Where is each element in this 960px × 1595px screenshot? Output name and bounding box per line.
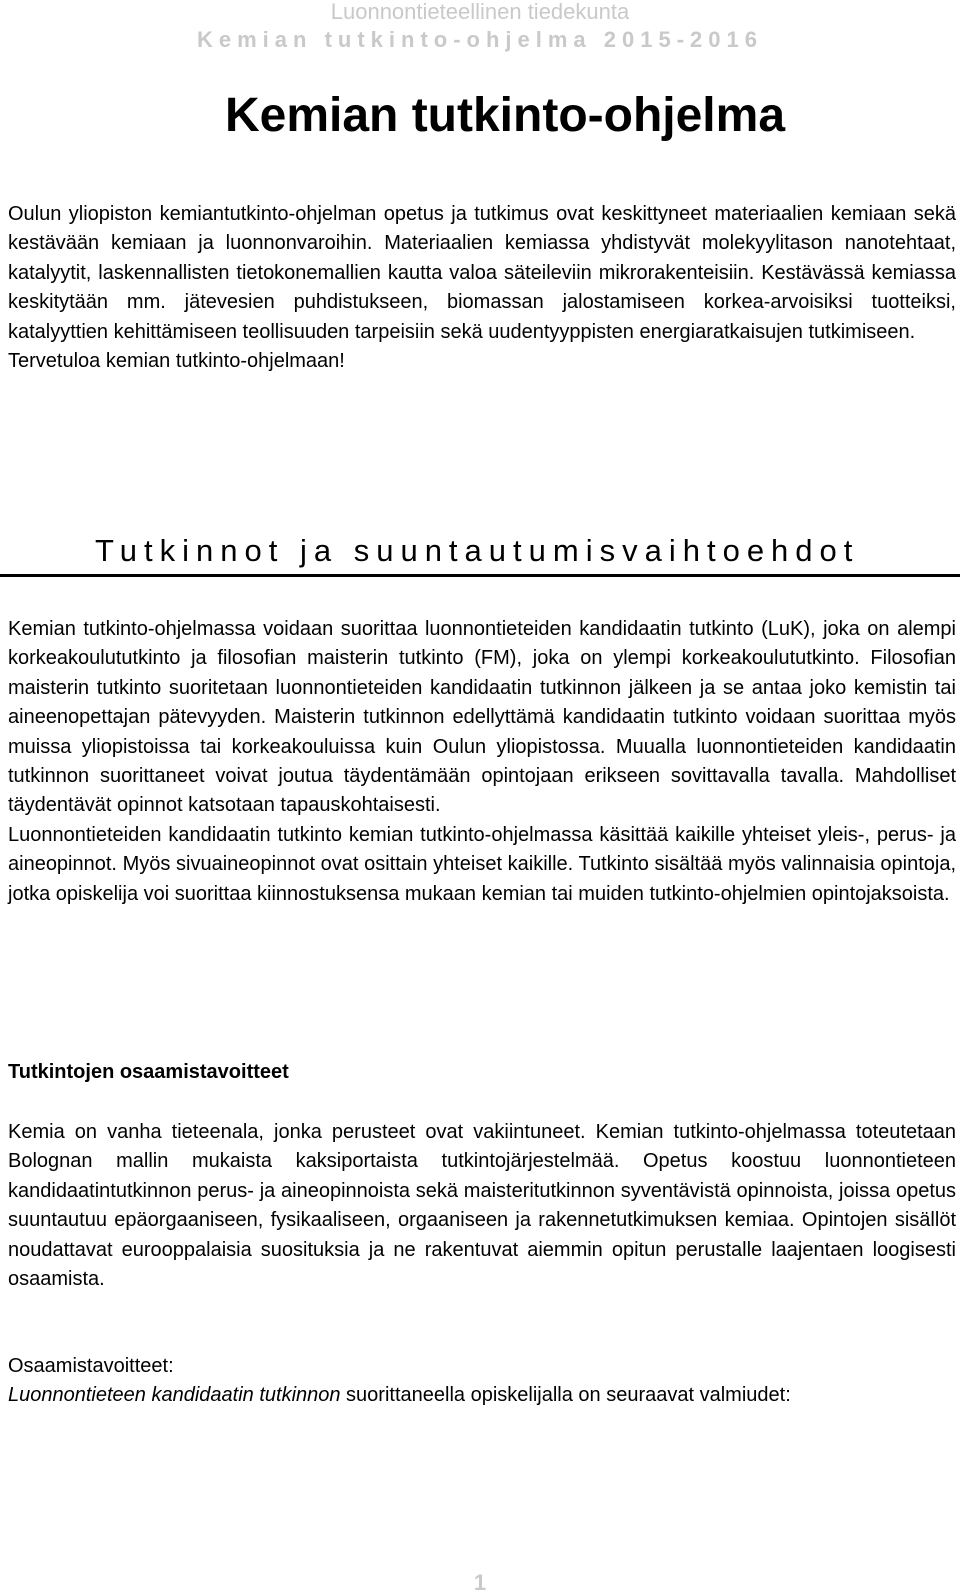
degrees-text-1: Kemian tutkinto-ohjelmassa voidaan suorittaa luonnontieteiden kandidaatin tutkinto (LuK), joka on alempi korkeakoulututkinto ja filosofian maisterin tutkinto (FM), joka on ylempi korkeakoulututkinto. Filosofian maisterin tutkinto suoritetaan luonnontieteiden kandidaatin tutkinnon jälkeen ja se antaa joko kemistin tai aineenopettajan pätevyyden. Maisterin tutkinnon edellyttämä kandidaatin tutkinto voidaan suorittaa myös muissa yliopistoissa tai korkeakouluissa kuin Oulun yliopistossa. Muualla luonnontieteiden kandidaatin tutkinnon suorittaneet voivat joutua täydentämään opintojaan erikseen sovittavalla tavalla. Mahdolliset täydentävät opinnot katsotaan tapauskohtaisesti. (8, 618, 956, 817)
header-faculty: Luonnontieteellinen tiedekunta (330, 0, 630, 24)
goals-lead-rest: suorittaneella opiskelijalla on seuraavat valmiudet: (340, 1384, 791, 1407)
degrees-text-2: Luonnontieteiden kandidaatin tutkinto kemian tutkinto-ohjelmassa käsittää kaikille yhteiset yleis-, perus- ja aineopinnot. Myös sivuaineopinnot ovat osittain yhteiset kaikille. Tutkinto sisältää myös valinnaisia opintoja, jotka opiskelija voi suorittaa kiinnostuksensa mukaan kemian tai muiden tutkinto-ohjelmien opintojaksoista. (8, 823, 956, 905)
section-heading: Tutkinnot ja suuntautumisvaihtoehdot (95, 533, 860, 568)
goals-italic-lead: Luonnontieteen kandidaatin tutkinnon (8, 1384, 341, 1407)
goals-list-intro (8, 1352, 956, 1411)
degrees-paragraph (8, 615, 956, 909)
section-divider (0, 574, 960, 577)
page-number: 1 (473, 1570, 487, 1595)
header-program-year: Kemian tutkinto-ohjelma 2015-2016 (196, 27, 763, 52)
goals-heading: Tutkintojen osaamistavoitteet (8, 1061, 289, 1083)
goals-label: Osaamistavoitteet: (8, 1355, 174, 1377)
intro-text: Oulun yliopiston kemiantutkinto-ohjelman opetus ja tutkimus ovat keskittyneet materiaalien kemiaan sekä kestävään kemiaan ja luonnonvaroihin. Materiaalien kemiassa yhdistyvät molekyylitason nanotehtaat, katalyytit, laskennallisten tietokonemallien kautta valoa säteileviin mikrorakenteisiin. Kestävässä kemiassa keskitytään mm. jätevesien puhdistukseen, biomassan jalostamiseen korkea-arvoisiksi tuotteiksi, katalyyttien kehittämiseen teollisuuden tarpeisiin sekä uudentyyppisten energiaratkaisujen tutkimiseen. (8, 203, 956, 343)
goals-paragraph: Kemia on vanha tieteenala, jonka perusteet ovat vakiintuneet. Kemian tutkinto-ohjelmassa toteutetaan Bolognan mallin mukaista kaksiportaista tutkintojärjestelmää. Opetus koostuu luonnontieteen kandidaatintutkinnon perus- ja aineopinnoista sekä maisteritutkinnon syventävistä opinnoista, joissa opetus suuntautuu epäorgaaniseen, fysikaaliseen, orgaaniseen ja rakennetutkimuksen kemiaa. Opintojen sisällöt noudattavat eurooppalaisia suosituksia ja ne rakentuvat aiemmin opitun perustalle laajentaen loogisesti osaamista. (8, 1121, 956, 1291)
page-title: Kemian tutkinto-ohjelma (224, 89, 786, 142)
welcome-text: Tervetuloa kemian tutkinto-ohjelmaan! (8, 350, 345, 373)
intro-paragraph (8, 200, 956, 376)
